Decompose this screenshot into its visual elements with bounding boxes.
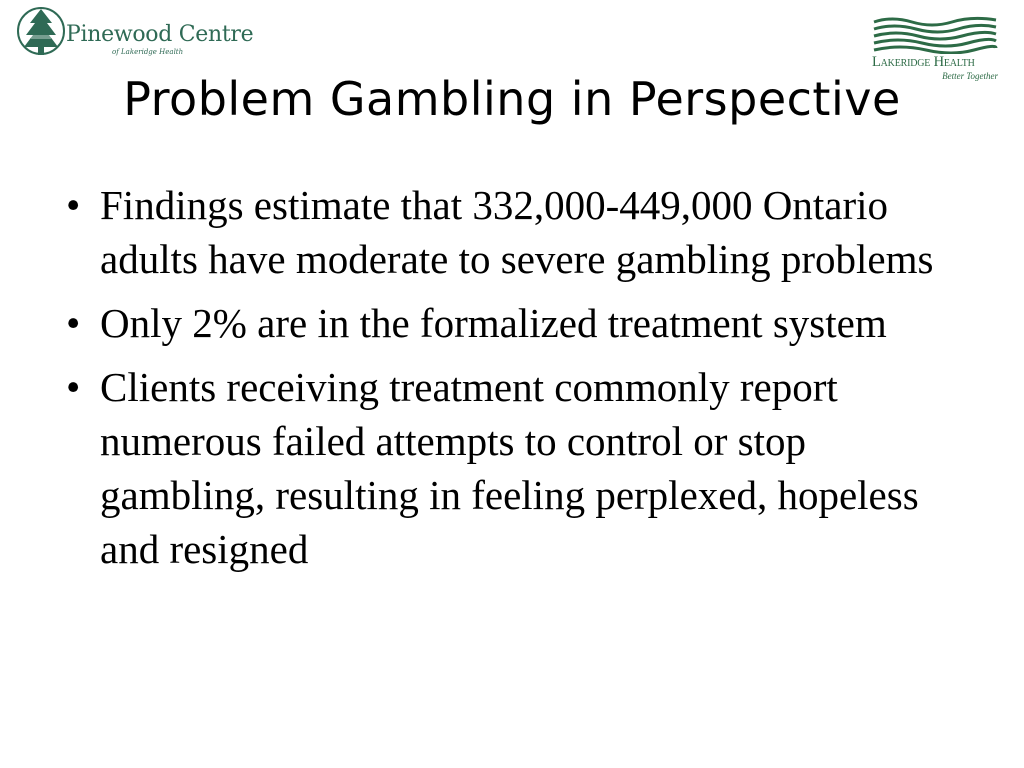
bullet-item — [66, 296, 976, 350]
bullet-list — [66, 178, 976, 586]
lakeridge-waves-icon — [872, 16, 998, 54]
bullet-glyph: • — [66, 364, 81, 410]
pinewood-centre-logo — [16, 5, 256, 61]
bullet-text: Findings estimate that 332,000-449,000 Ontario adults have moderate to severe gambling problems — [100, 182, 934, 282]
bullet-glyph: • — [66, 300, 81, 346]
bullet-text: Clients receiving treatment commonly report numerous failed attempts to control or stop gambling, resulting in feeling perplexed, hopeless and resigned — [100, 364, 919, 572]
pinewood-logo-subtitle: of Lakeridge Health — [112, 48, 184, 56]
lakeridge-logo-tagline: Better Together — [942, 71, 998, 81]
pinewood-tree-icon — [16, 5, 66, 57]
lakeridge-logo-name: Lakeridge Health — [872, 54, 975, 70]
bullet-glyph: • — [66, 182, 81, 228]
bullet-text: Only 2% are in the formalized treatment system — [100, 300, 887, 346]
bullet-item — [66, 178, 976, 286]
bullet-item — [66, 360, 976, 576]
slide-title: Problem Gambling in Perspective — [123, 72, 901, 126]
pinewood-logo-name: Pinewood Centre — [66, 22, 254, 47]
